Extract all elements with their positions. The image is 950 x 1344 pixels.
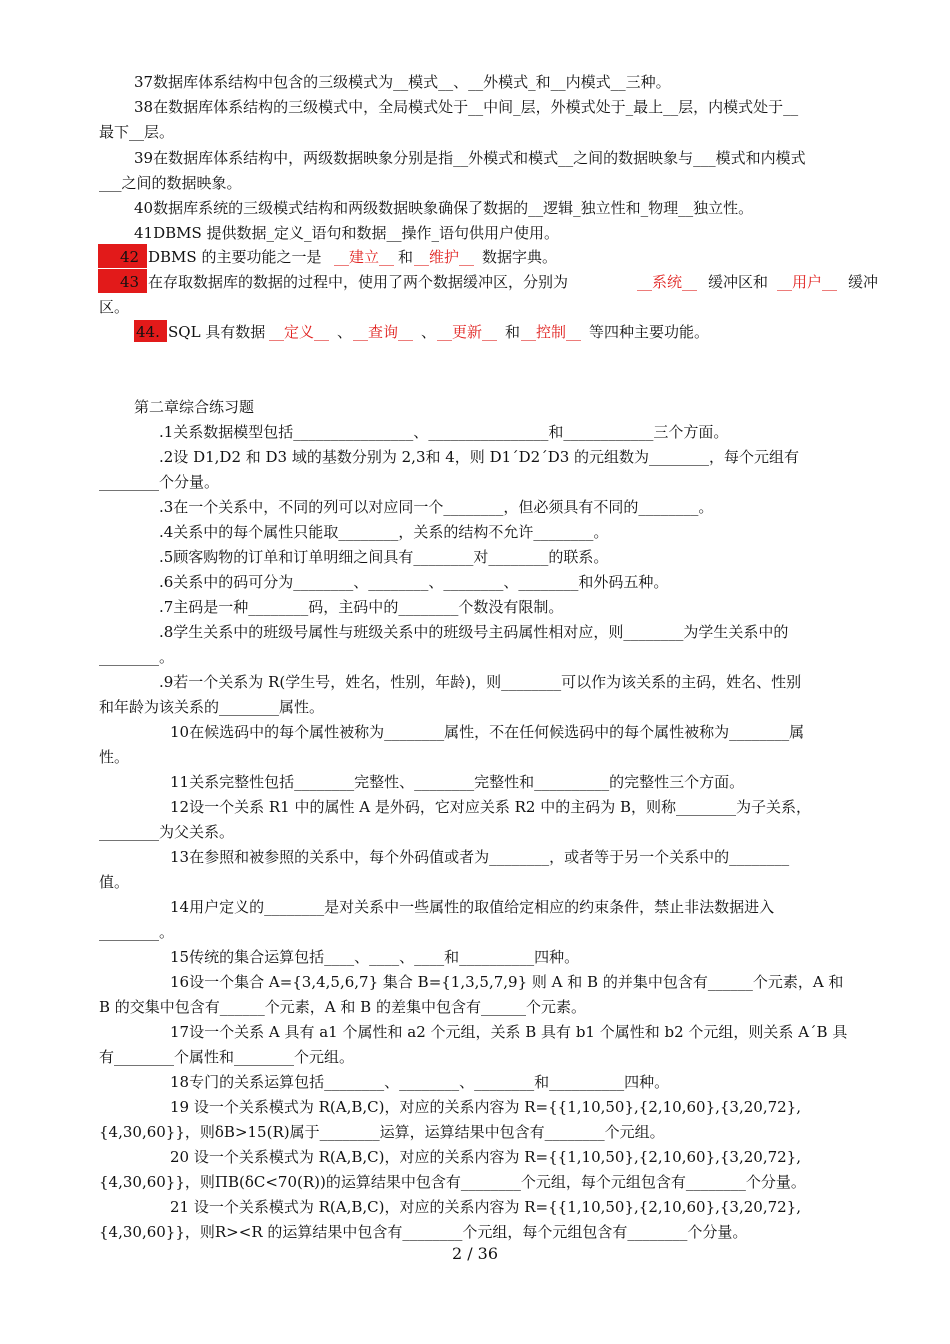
page-number: 2 / 36 bbox=[451, 1244, 499, 1263]
exercise-14 bbox=[0, 895, 950, 919]
exercise-7 bbox=[0, 595, 950, 619]
exercise-13-line2: 值。 bbox=[99, 873, 130, 891]
question-38-line2: 最下__层。 bbox=[99, 123, 175, 141]
question-44-sep1: 、 bbox=[337, 323, 353, 341]
exercise-11-text: 11关系完整性包括________完整性、________完整性和__________的完整性三个方面。 bbox=[170, 773, 745, 791]
exercise-9-cont bbox=[0, 695, 950, 719]
exercise-8-line1: .8学生关系中的班级号属性与班级关系中的班级号主码属性相对应，则________为学生关系中的 bbox=[159, 623, 789, 641]
question-44 bbox=[0, 320, 950, 344]
exercise-13-line1: 13在参照和被参照的关系中，每个外码值或者为________，或者等于另一个关系中的________ bbox=[170, 848, 790, 866]
exercise-20-cont bbox=[0, 1170, 950, 1194]
answer-maintain: __维护__ bbox=[414, 248, 475, 266]
exercise-16-line1: 16设一个集合 A={3,4,5,6,7} 集合 B={1,3,5,7,9} 则 A 和 B 的并集中包含有______个元素，A 和 bbox=[170, 973, 844, 991]
exercise-20-line2: {4,30,60}}，则ΠB(δC<70(R))的运算结果中包含有________个元组，每个元组包含有________个分量。 bbox=[99, 1173, 806, 1191]
exercise-2-line1: .2设 D1,D2 和 D3 域的基数分别为 2,3和 4，则 D1´D2´D3 的元组数为________，每个元组有 bbox=[159, 448, 800, 466]
question-42 bbox=[0, 245, 950, 269]
exercise-20 bbox=[0, 1145, 950, 1169]
answer-user: __用户__ bbox=[777, 273, 838, 291]
question-39-line1: 39在数据库体系结构中，两级数据映象分别是指__外模式和模式__之间的数据映象与___模式和内模式 bbox=[134, 149, 806, 167]
question-42-post: 数据字典。 bbox=[482, 248, 558, 266]
chapter-2-title: 第二章综合练习题 bbox=[134, 398, 255, 416]
question-43-mid: 缓冲区和 bbox=[708, 273, 769, 291]
answer-query: __查询__ bbox=[353, 323, 414, 341]
exercise-9-line1: .9若一个关系为 R(学生号，姓名，性别，年龄)，则________可以作为该关系的主码，姓名、性别 bbox=[159, 673, 802, 691]
answer-system: __系统__ bbox=[637, 273, 698, 291]
exercise-18-text: 18专门的关系运算包括________、________、________和__________四种。 bbox=[170, 1073, 670, 1091]
question-43-pre: 在存取数据库的数据的过程中，使用了两个数据缓冲区，分别为 bbox=[148, 273, 569, 291]
question-39 bbox=[0, 146, 950, 170]
exercise-5-text: .5顾客购物的订单和订单明细之间具有________对________的联系。 bbox=[159, 548, 609, 566]
question-40-text: 40数据库系统的三级模式结构和两级数据映象确保了数据的__逻辑_独立性和_物理__独立性。 bbox=[134, 199, 754, 217]
exercise-19 bbox=[0, 1095, 950, 1119]
exercise-10-line1: 10在候选码中的每个属性被称为________属性，不在任何候选码中的每个属性被称为________属 bbox=[170, 723, 805, 741]
exercise-2 bbox=[0, 445, 950, 469]
exercise-15-text: 15传统的集合运算包括____、____、____和__________四种。 bbox=[170, 948, 580, 966]
exercise-8 bbox=[0, 620, 950, 644]
question-44-post: 等四种主要功能。 bbox=[589, 323, 710, 341]
question-37-text: 37数据库体系结构中包含的三级模式为__模式__、__外模式_和__内模式__三种。 bbox=[134, 73, 671, 91]
exercise-9-line2: 和年龄为该关系的________属性。 bbox=[99, 698, 325, 716]
question-43-cont bbox=[0, 295, 950, 319]
exercise-17-line1: 17设一个关系 A 具有 a1 个属性和 a2 个元组，关系 B 具有 b1 个属性和 b2 个元组，则关系 A´B 具 bbox=[170, 1023, 848, 1041]
exercise-16 bbox=[0, 970, 950, 994]
answer-define: __定义__ bbox=[269, 323, 330, 341]
exercise-1-text: .1关系数据模型包括________________、________________和____________三个方面。 bbox=[159, 423, 729, 441]
question-37 bbox=[0, 70, 950, 94]
answer-control: __控制__ bbox=[521, 323, 582, 341]
exercise-21 bbox=[0, 1195, 950, 1219]
chapter-2-heading bbox=[0, 395, 950, 419]
exercise-11 bbox=[0, 770, 950, 794]
question-43-number: 43 bbox=[120, 273, 140, 291]
exercise-1 bbox=[0, 420, 950, 444]
answer-build: __建立__ bbox=[334, 248, 395, 266]
exercise-14-line2: ________。 bbox=[99, 923, 175, 941]
exercise-19-cont bbox=[0, 1120, 950, 1144]
exercise-20-line1: 20 设一个关系模式为 R(A,B,C)，对应的关系内容为 R={{1,10,50},{2,10,60},{3,20,72}, bbox=[170, 1148, 801, 1166]
exercise-21-line2: {4,30,60}}，则R><R 的运算结果中包含有________个元组，每个元组包含有________个分量。 bbox=[99, 1223, 748, 1241]
exercise-12-line2: ________为父关系。 bbox=[99, 823, 235, 841]
question-38 bbox=[0, 95, 950, 119]
exercise-13-cont bbox=[0, 870, 950, 894]
question-43-line2: 区。 bbox=[99, 298, 130, 316]
exercise-21-cont bbox=[0, 1220, 950, 1244]
question-39-line2: ___之间的数据映象。 bbox=[99, 174, 242, 192]
exercise-16-line2: B 的交集中包含有______个元素，A 和 B 的差集中包含有______个元素。 bbox=[99, 998, 586, 1016]
exercise-4-text: .4关系中的每个属性只能取________，关系的结构不允许________。 bbox=[159, 523, 609, 541]
exercise-3 bbox=[0, 495, 950, 519]
exercise-17-line2: 有________个属性和________个元组。 bbox=[99, 1048, 355, 1066]
question-44-pre: SQL 具有数据 bbox=[168, 323, 266, 341]
question-41-text: 41DBMS 提供数据_定义_语句和数据__操作_语句供用户使用。 bbox=[134, 224, 560, 242]
question-42-pre: DBMS 的主要功能之一是 bbox=[148, 248, 322, 266]
exercise-13 bbox=[0, 845, 950, 869]
question-44-sep3: 和 bbox=[505, 323, 521, 341]
exercise-19-line2: {4,30,60}}，则δB>15(R)属于________运算，运算结果中包含有________个元组。 bbox=[99, 1123, 665, 1141]
exercise-10 bbox=[0, 720, 950, 744]
exercise-3-text: .3在一个关系中，不同的列可以对应同一个________，但必须具有不同的________。 bbox=[159, 498, 714, 516]
question-39-cont bbox=[0, 171, 950, 195]
exercise-19-line1: 19 设一个关系模式为 R(A,B,C)，对应的关系内容为 R={{1,10,50},{2,10,60},{3,20,72}, bbox=[170, 1098, 801, 1116]
exercise-6 bbox=[0, 570, 950, 594]
exercise-17 bbox=[0, 1020, 950, 1044]
exercise-8-cont bbox=[0, 645, 950, 669]
exercise-12-cont bbox=[0, 820, 950, 844]
exercise-18 bbox=[0, 1070, 950, 1094]
exercise-2-cont bbox=[0, 470, 950, 494]
exercise-8-line2: ________。 bbox=[99, 648, 175, 666]
question-42-mid: 和 bbox=[398, 248, 414, 266]
exercise-2-line2: ________个分量。 bbox=[99, 473, 220, 491]
exercise-12-line1: 12设一个关系 R1 中的属性 A 是外码，它对应关系 R2 中的主码为 B，则称________为子关系， bbox=[170, 798, 811, 816]
question-43 bbox=[0, 270, 950, 294]
question-38-cont bbox=[0, 120, 950, 144]
exercise-9 bbox=[0, 670, 950, 694]
exercise-15 bbox=[0, 945, 950, 969]
exercise-5 bbox=[0, 545, 950, 569]
question-44-number: 44. bbox=[136, 323, 160, 341]
question-41 bbox=[0, 221, 950, 245]
question-42-number: 42 bbox=[120, 248, 140, 266]
exercise-7-text: .7主码是一种________码，主码中的________个数没有限制。 bbox=[159, 598, 564, 616]
exercise-16-cont bbox=[0, 995, 950, 1019]
exercise-14-cont bbox=[0, 920, 950, 944]
question-38-line1: 38在数据库体系结构的三级模式中，全局模式处于__中间_层，外模式处于_最上__层，内模式处于__ bbox=[134, 98, 799, 116]
exercise-12 bbox=[0, 795, 950, 819]
exercise-21-line1: 21 设一个关系模式为 R(A,B,C)，对应的关系内容为 R={{1,10,50},{2,10,60},{3,20,72}, bbox=[170, 1198, 801, 1216]
exercise-6-text: .6关系中的码可分为________、________、________、________和外码五种。 bbox=[159, 573, 669, 591]
question-40 bbox=[0, 196, 950, 220]
exercise-14-line1: 14用户定义的________是对关系中一些属性的取值给定相应的约束条件，禁止非法数据进入 bbox=[170, 898, 775, 916]
exercise-17-cont bbox=[0, 1045, 950, 1069]
exercise-10-line2: 性。 bbox=[99, 748, 130, 766]
answer-update: __更新__ bbox=[437, 323, 498, 341]
exercise-4 bbox=[0, 520, 950, 544]
exercise-10-cont bbox=[0, 745, 950, 769]
question-44-sep2: 、 bbox=[421, 323, 437, 341]
question-43-post: 缓冲 bbox=[848, 273, 879, 291]
